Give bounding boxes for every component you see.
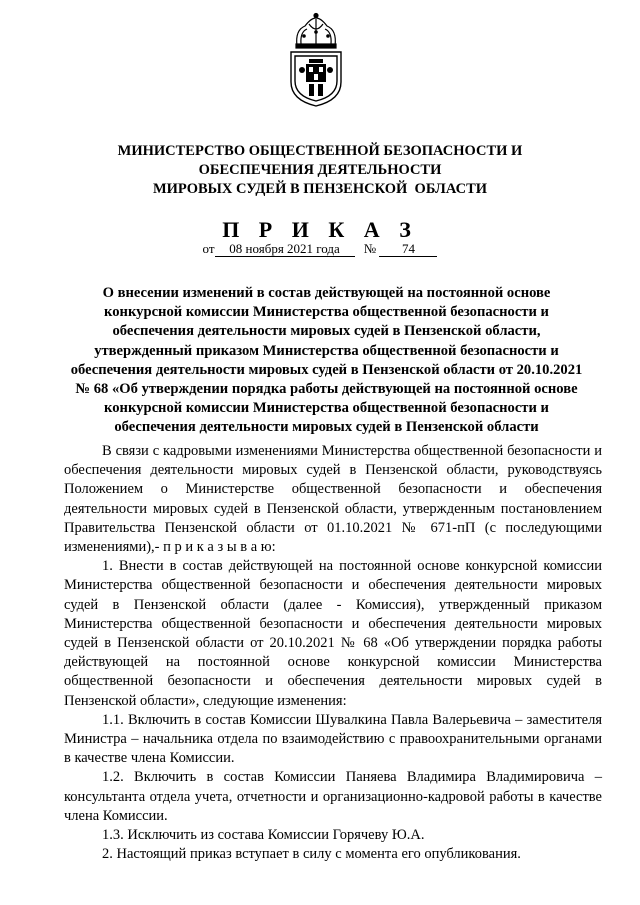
item-1: 1. Внести в состав действующей на постоянной основе конкурсной комиссии Министерства общественной безопасности и обеспечения деятельности мировых судей в Пензенской области (далее - Комиссия), утвержденный приказом Министерства общественной безопасности и обеспечения деятельности мировых судей в Пензенской области от 20.10.2021 № 68 «Об утверждении порядка работы действующей на постоянной основе конкурсной комиссии Министерства общественной безопасности и обеспечения деятельности мировых судей в Пензенской области», следующие изменения:: [64, 558, 602, 709]
order-date: 08 ноября 2021 года: [215, 242, 355, 257]
number-label: №: [363, 241, 377, 256]
item-1-1: 1.1. Включить в состав Комиссии Шувалкина Павла Валерьевича – заместителя Министра – начальника отдела по взаимодействию с правоохранительными органами в качестве члена Комиссии.: [64, 711, 602, 767]
order-date-line: [0, 241, 640, 257]
order-number: 74: [379, 242, 437, 257]
item-1-3: 1.3. Исключить из состава Комиссии Горячеву Ю.А.: [102, 827, 425, 844]
document-title: О внесении изменений в состав действующей на постоянной основе конкурсной комиссии Министерства общественной безопасности и обеспечения деятельности мировых судей в Пензенской области, утвержденный приказом Министерства общественной безопасности и обеспечения деятельности мировых судей в Пензенской области от 20.10.2021 № 68 «Об утверждении порядка работы действующей на постоянной основе конкурсной комиссии Министерства общественной безопасности и обеспечения деятельности мировых судей в Пензенской области: [70, 285, 583, 436]
ministry-name: [40, 142, 600, 199]
item-1-2: 1.2. Включить в состав Комиссии Паняева Владимира Владимировича – консультанта отдела учета, отчетности и организационно-кадровой работы в качестве члена Комиссии.: [64, 769, 602, 824]
ministry-line-3: МИРОВЫХ СУДЕЙ В ПЕНЗЕНСКОЙ ОБЛАСТИ: [152, 181, 488, 197]
from-label: от: [202, 241, 215, 256]
ministry-line-2: ОБЕСПЕЧЕНИЯ ДЕЯТЕЛЬНОСТИ: [198, 162, 442, 178]
ministry-line-1: МИНИСТЕРСТВО ОБЩЕСТВЕННОЙ БЕЗОПАСНОСТИ И: [117, 143, 523, 159]
item-2: 2. Настоящий приказ вступает в силу с момента его опубликования.: [102, 846, 521, 863]
intro-paragraph: В связи с кадровыми изменениями Министерства общественной безопасности и обеспечения деятельности мировых судей в Пензенской области, руководствуясь Положением о Министерстве общественной безопасности и обеспечения деятельности мировых судей в Пензенской области, утвержденным постановлением Правительства Пензенской области от 01.10.2021 № 671-пП (с последующими изменениями),- п р и к а з ы в а ю:: [64, 443, 602, 556]
document-body: [64, 442, 602, 864]
coat-of-arms-icon: [287, 12, 345, 108]
document-type: П Р И К А З: [222, 217, 418, 242]
